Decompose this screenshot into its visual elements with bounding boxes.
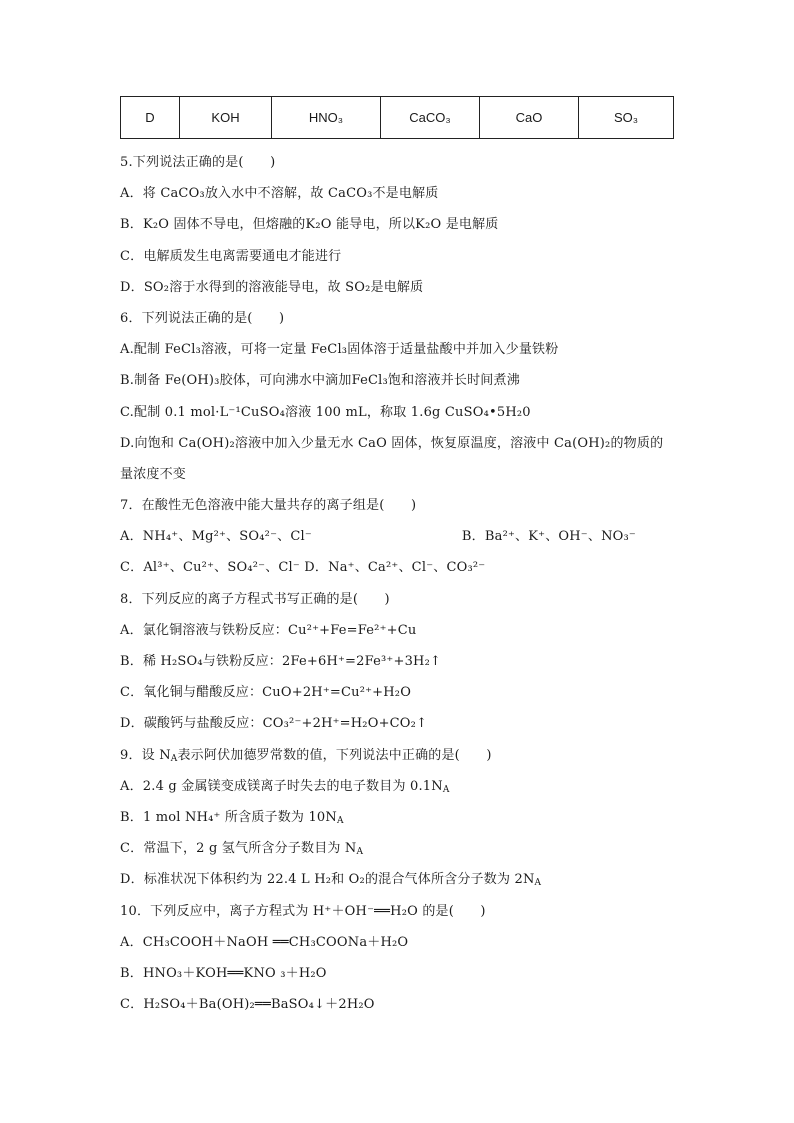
question-7-stem: 7．在酸性无色溶液中能大量共存的离子组是( ) — [120, 498, 417, 514]
table-cell: CaCO₃ — [381, 97, 480, 139]
option-6d: D.向饱和 Ca(OH)₂溶液中加入少量无水 CaO 固体，恢复原温度，溶液中 Ca(OH)₂的物质的 — [120, 435, 664, 451]
document-page — [120, 96, 674, 1020]
table-cell: SO₃ — [579, 97, 674, 139]
option-8b: B．稀 H₂SO₄与铁粉反应：2Fe+6H⁺=2Fe³⁺+3H₂↑ — [120, 654, 442, 669]
option-5a: A．将 CaCO₃放入水中不溶解，故 CaCO₃不是电解质 — [120, 186, 439, 202]
question-8-stem: 8．下列反应的离子方程式书写正确的是( ) — [120, 591, 390, 607]
option-5c: C．电解质发生电离需要通电才能进行 — [120, 248, 342, 264]
option-6c: C.配制 0.1 mol·L⁻¹CuSO₄溶液 100 mL，称取 1.6g CuSO₄•5H₂0 — [120, 404, 531, 420]
option-5d: D．SO₂溶于水得到的溶液能导电，故 SO₂是电解质 — [120, 279, 424, 295]
reagent-table — [120, 96, 674, 139]
option-8c: C．氧化铜与醋酸反应：CuO+2H⁺=Cu²⁺+H₂O — [120, 685, 412, 701]
option-10a: A．CH₃COOH＋NaOH ══CH₃COONa＋H₂O — [120, 934, 409, 950]
option-10b: B．HNO₃＋KOH══KNO ₃＋H₂O — [120, 965, 327, 981]
table-cell: KOH — [180, 97, 272, 139]
option-8d: D．碳酸钙与盐酸反应：CO₃²⁻+2H⁺=H₂O+CO₂↑ — [120, 716, 428, 732]
option-7ab — [120, 521, 674, 552]
question-10-stem: 10．下列反应中，离子方程式为 H⁺＋OH⁻══H₂O 的是( ) — [120, 903, 486, 919]
option-6d-cont: 量浓度不变 — [120, 466, 187, 482]
option-9d: D．标准状况下体积约为 22.4 L H₂和 O₂的混合气体所含分子数为 $2N_A$ — [120, 872, 542, 889]
option-5b: B．K₂O 固体不导电，但熔融的K₂O 能导电，所以K₂O 是电解质 — [120, 217, 499, 233]
option-10c: C．H₂SO₄＋Ba(OH)₂══BaSO₄↓＋2H₂O — [120, 997, 375, 1013]
table-cell: D — [121, 97, 180, 139]
option-7cd: C．Al³⁺、Cu²⁺、SO₄²⁻、Cl⁻ D．Na⁺、Ca²⁺、Cl⁻、CO₃²⁻ — [120, 560, 486, 576]
table-row — [121, 97, 674, 139]
table-cell: HNO₃ — [272, 97, 381, 139]
option-8a: A．氯化铜溶液与铁粉反应：Cu²⁺+Fe=Fe²⁺+Cu — [120, 622, 417, 638]
question-9-stem: 9．设 $N_A$表示阿伏加德罗常数的值，下列说法中正确的是( ) — [120, 747, 492, 764]
option-6a: A.配制 FeCl₃溶液，可将一定量 FeCl₃固体溶于适量盐酸中并加入少量铁粉 — [120, 342, 559, 358]
question-5-stem: 5.下列说法正确的是( ) — [120, 155, 276, 170]
question-text — [120, 147, 674, 1020]
option-7b: B．Ba²⁺、K⁺、OH⁻、NO₃⁻ — [461, 529, 636, 545]
table-cell: CaO — [480, 97, 579, 139]
option-9c: C．常温下，2 g 氢气所含分子数目为 $N_A$ — [120, 841, 364, 858]
option-9a: A．2.4 g 金属镁变成镁离子时失去的电子数目为 $0.1N_A$ — [120, 778, 450, 795]
question-6-stem: 6．下列说法正确的是( ) — [120, 310, 285, 326]
option-9b: B．1 mol NH₄⁺ 所含质子数为 $10N_A$ — [120, 809, 344, 826]
option-7a: A．NH₄⁺、Mg²⁺、SO₄²⁻、Cl⁻ — [120, 529, 312, 545]
option-6b: B.制备 Fe(OH)₃胶体，可向沸水中滴加FeCl₃饱和溶液并长时间煮沸 — [120, 373, 520, 389]
